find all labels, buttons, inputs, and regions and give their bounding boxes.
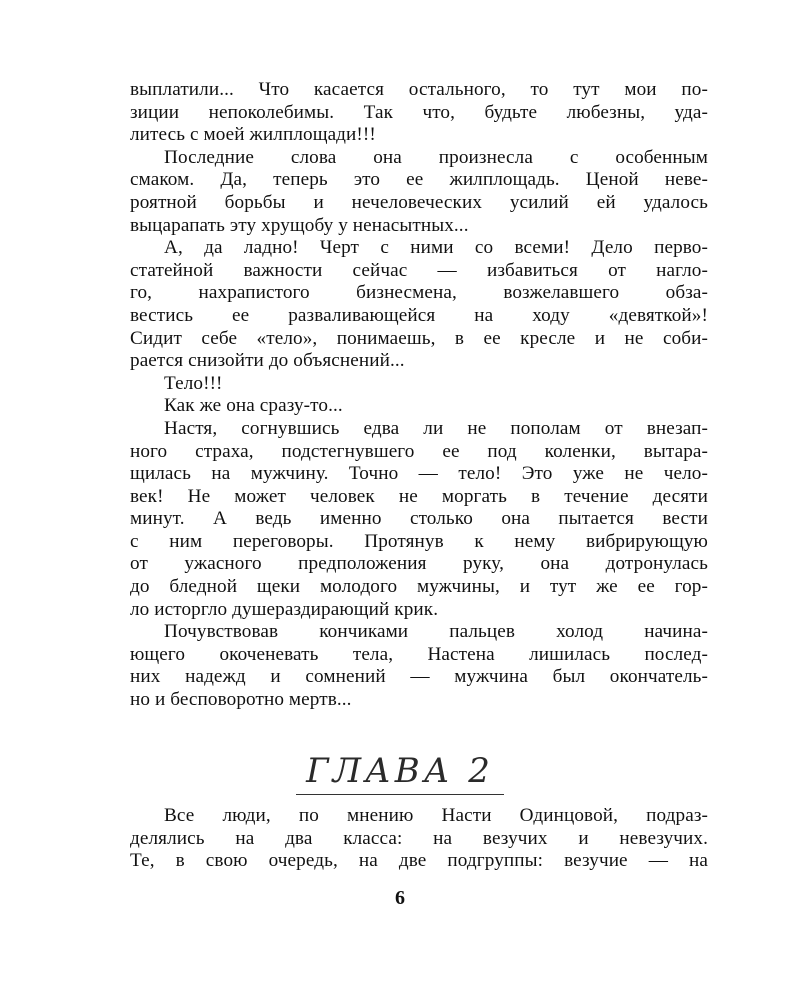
text-line: Как же она сразу-то... — [164, 395, 343, 417]
chapter-heading — [0, 752, 800, 792]
text-line: но и бесповоротно мертв... — [130, 689, 352, 711]
chapter-underline — [296, 794, 504, 795]
text-line: выцарапать эту хрущобу у ненасытных... — [130, 214, 469, 236]
text-line: А, да ладно! Черт с ними со всеми! Дело перво- — [164, 237, 708, 259]
text-line: статейной важности сейчас — избавиться от нагло- — [130, 259, 708, 281]
text-line: рается снизойти до объяснений... — [130, 350, 405, 372]
text-line: Тело!!! — [164, 372, 223, 394]
chapter-title: ГЛАВА 2 — [306, 751, 494, 791]
text-line: Те, в свою очередь, на две подгруппы: везучие — на — [130, 850, 708, 872]
text-line: ющего окоченевать тела, Настена лишилась послед- — [130, 643, 708, 665]
text-line: роятной борьбы и нечеловеческих усилий ей удалось — [130, 191, 708, 213]
chapter-title-wrap — [300, 752, 500, 792]
text-line: Настя, согнувшись едва ли не пополам от внезап- — [164, 417, 708, 439]
text-line: ного страха, подстегнувшего ее под коленки, вытара- — [130, 440, 708, 462]
text-line: них надежд и сомнений — мужчина был окончатель- — [130, 666, 708, 688]
text-line: век! Не может человек не моргать в течение десяти — [130, 485, 708, 507]
text-line: вестись ее разваливающейся на ходу «девяткой»! — [130, 304, 708, 326]
text-line: Все люди, по мнению Насти Одинцовой, подраз- — [164, 805, 708, 826]
text-line: от ужасного предположения руку, она дотронулась — [130, 553, 708, 575]
chapter-1-text — [130, 79, 708, 712]
text-line: Почувствовав кончиками пальцев холод начина- — [164, 621, 708, 643]
text-line: го, нахрапистого бизнесмена, возжелавшего обза- — [130, 282, 708, 304]
text-line: минут. А ведь именно столько она пытается вести — [130, 508, 708, 530]
text-line: до бледной щеки молодого мужчины, и тут же ее гор- — [130, 576, 708, 598]
text-line: зиции непоколебимы. Так что, будьте любезны, уда- — [130, 101, 708, 123]
text-line: делялись на два класса: на везучих и невезучих. — [130, 827, 708, 849]
chapter-2-text — [130, 805, 708, 873]
text-line: литесь с моей жилплощади!!! — [130, 124, 376, 146]
text-line: с ним переговоры. Протянув к нему вибрирующую — [130, 530, 708, 552]
text-line: Последние слова она произнесла с особенным — [164, 146, 708, 168]
text-line: ло исторгло душераздирающий крик. — [130, 598, 439, 620]
text-line: Сидит себе «тело», понимаешь, в ее кресле и не соби- — [130, 327, 708, 349]
text-line: щилась на мужчину. Точно — тело! Это уже не чело- — [130, 463, 708, 485]
text-line: выплатили... Что касается остального, то тут мои по- — [130, 79, 708, 100]
text-line: смаком. Да, теперь это ее жилплощадь. Ценой неве- — [130, 169, 708, 191]
page-number: 6 — [395, 887, 405, 909]
